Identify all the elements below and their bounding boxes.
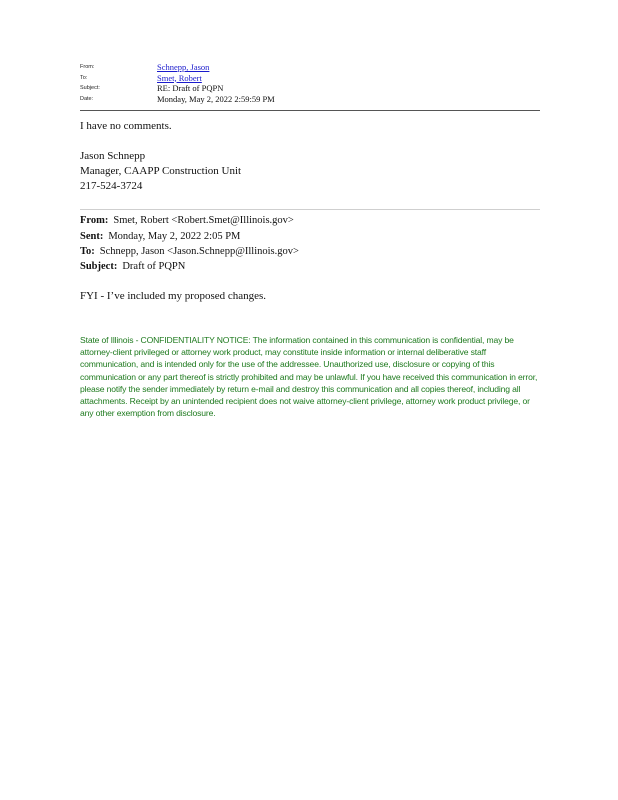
forwarded-subject-label: Subject: xyxy=(80,261,118,272)
email-header xyxy=(80,62,540,104)
signature-phone: 217-524-3724 xyxy=(80,180,143,192)
header-from-link[interactable]: Schnepp, Jason xyxy=(157,62,210,72)
forward-divider xyxy=(80,209,540,210)
forwarded-from-label: From: xyxy=(80,215,109,226)
forwarded-to-label: To: xyxy=(80,246,95,257)
forwarded-subject-row xyxy=(80,259,185,274)
forwarded-sent-label: Sent: xyxy=(80,231,104,242)
header-date-label: Date: xyxy=(80,95,94,102)
signature-title: Manager, CAAPP Construction Unit xyxy=(80,165,242,177)
forwarded-to-value: Schnepp, Jason <Jason.Schnepp@Illinois.gov> xyxy=(99,246,299,257)
header-to-row xyxy=(80,73,540,84)
header-from-row xyxy=(80,62,540,73)
header-to-label: To: xyxy=(80,74,88,81)
header-subject-row xyxy=(80,83,540,94)
forwarded-from-row xyxy=(80,213,294,228)
confidentiality-notice: State of Illinois - CONFIDENTIALITY NOTICE: The information contained in this communication is confidential, may be attorney-client privileged or attorney work product, may constitute inside information or internal deliberative staff communication, and is intended only for the use of the addressee. Unauthorized use, disclosure or copying of this communication or any part thereof is strictly prohibited and may be unlawful. If you have received this communication in error, please notify the sender immediately by return e-mail and destroy this communication and all copies thereof, including all attachments. Receipt by an unintended recipient does not waive attorney-client privilege, attorney work product privilege, or any other exemption from disclosure. xyxy=(80,335,538,419)
header-subject-value: RE: Draft of PQPN xyxy=(157,83,224,93)
forwarded-subject-value: Draft of PQPN xyxy=(122,261,186,272)
header-to-link[interactable]: Smet, Robert xyxy=(157,72,202,83)
forwarded-from-value: Smet, Robert <Robert.Smet@Illinois.gov> xyxy=(113,215,294,226)
reply-message: I have no comments. xyxy=(80,120,172,132)
header-date-row xyxy=(80,94,540,105)
forwarded-message: FYI - I’ve included my proposed changes. xyxy=(80,290,267,302)
forwarded-sent-row xyxy=(80,229,240,244)
signature-name: Jason Schnepp xyxy=(80,150,146,162)
header-subject-label: Subject: xyxy=(80,85,100,91)
header-divider xyxy=(80,110,540,111)
header-date-value: Monday, May 2, 2022 2:59:59 PM xyxy=(157,93,275,104)
forwarded-sent-value: Monday, May 2, 2022 2:05 PM xyxy=(108,231,241,242)
forwarded-to-row xyxy=(80,244,299,259)
header-from-label: From: xyxy=(80,64,95,70)
